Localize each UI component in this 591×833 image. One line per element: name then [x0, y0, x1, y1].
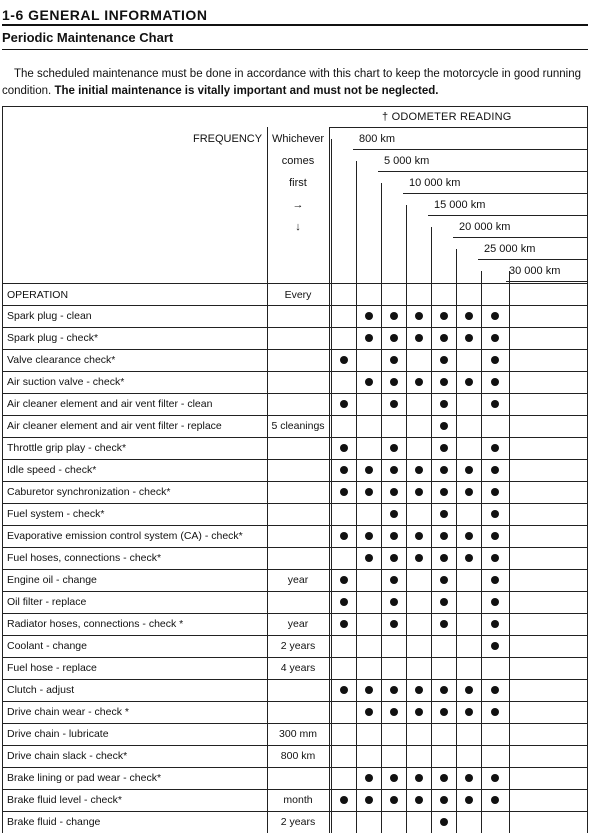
- maintenance-dot: [440, 532, 448, 540]
- operation-label: Spark plug - clean: [7, 310, 92, 322]
- maintenance-dot: [390, 488, 398, 496]
- maintenance-dot: [440, 488, 448, 496]
- maintenance-dot: [465, 796, 473, 804]
- odometer-column-line: [381, 183, 382, 833]
- row-rule: [2, 635, 588, 636]
- operation-header-rule: [2, 283, 588, 284]
- row-rule: [2, 569, 588, 570]
- maintenance-dot: [340, 686, 348, 694]
- odometer-step-rule: [378, 171, 588, 172]
- intro-paragraph: [2, 66, 588, 100]
- odometer-column-line: [509, 271, 510, 833]
- odometer-step-rule: [353, 149, 588, 150]
- maintenance-dot: [491, 686, 499, 694]
- maintenance-dot: [390, 686, 398, 694]
- maintenance-dot: [390, 598, 398, 606]
- row-rule: [2, 415, 588, 416]
- operation-label: Air suction valve - check*: [7, 376, 125, 388]
- maintenance-dot: [491, 642, 499, 650]
- every-value: month: [283, 794, 313, 806]
- maintenance-dot: [415, 708, 423, 716]
- row-rule: [2, 525, 588, 526]
- maintenance-dot: [491, 532, 499, 540]
- operation-label: Caburetor synchronization - check*: [7, 486, 171, 498]
- row-rule: [2, 459, 588, 460]
- maintenance-dot: [390, 620, 398, 628]
- odometer-column-label: 20 000 km: [459, 221, 511, 233]
- maintenance-dot: [491, 400, 499, 408]
- maintenance-dot: [440, 686, 448, 694]
- odometer-step-rule: [453, 237, 588, 238]
- intro-bold-text: The initial maintenance is vitally important and must not be neglected.: [54, 85, 439, 97]
- odometer-title: † ODOMETER READING: [382, 111, 512, 123]
- maintenance-dot: [415, 796, 423, 804]
- maintenance-dot: [340, 400, 348, 408]
- maintenance-dot: [440, 774, 448, 782]
- whichever-text: first: [289, 177, 307, 189]
- maintenance-dot: [340, 488, 348, 496]
- maintenance-dot: [365, 686, 373, 694]
- maintenance-dot: [390, 510, 398, 518]
- maintenance-dot: [440, 400, 448, 408]
- operation-label: Brake lining or pad wear - check*: [7, 772, 162, 784]
- whichever-text: →: [292, 199, 304, 211]
- every-value: 800 km: [280, 750, 316, 762]
- odometer-step-rule: [428, 215, 588, 216]
- maintenance-dot: [390, 378, 398, 386]
- row-rule: [2, 745, 588, 746]
- maintenance-dot: [440, 378, 448, 386]
- odometer-column-label: 10 000 km: [409, 177, 461, 189]
- row-rule: [2, 723, 588, 724]
- operation-label: Throttle grip play - check*: [7, 442, 127, 454]
- row-rule: [2, 305, 588, 306]
- maintenance-dot: [440, 510, 448, 518]
- page-header: [2, 7, 588, 26]
- maintenance-dot: [390, 796, 398, 804]
- every-value: 2 years: [280, 640, 316, 652]
- odometer-column-label: 15 000 km: [434, 199, 486, 211]
- maintenance-dot: [491, 466, 499, 474]
- frequency-label: FREQUENCY: [193, 133, 263, 145]
- maintenance-dot: [365, 796, 373, 804]
- maintenance-dot: [491, 444, 499, 452]
- maintenance-dot: [465, 554, 473, 562]
- maintenance-dot: [491, 554, 499, 562]
- maintenance-dot: [340, 532, 348, 540]
- maintenance-dot: [415, 488, 423, 496]
- maintenance-dot: [390, 576, 398, 584]
- row-rule: [2, 613, 588, 614]
- row-rule: [2, 767, 588, 768]
- row-rule: [2, 349, 588, 350]
- maintenance-dot: [390, 554, 398, 562]
- maintenance-dot: [440, 554, 448, 562]
- maintenance-dot: [491, 576, 499, 584]
- odometer-step-rule: [403, 193, 588, 194]
- operation-label: Radiator hoses, connections - check *: [7, 618, 184, 630]
- every-value: year: [287, 618, 309, 630]
- row-rule: [2, 437, 588, 438]
- maintenance-dot: [390, 444, 398, 452]
- maintenance-dot: [365, 708, 373, 716]
- maintenance-dot: [491, 510, 499, 518]
- maintenance-dot: [365, 532, 373, 540]
- maintenance-dot: [365, 488, 373, 496]
- every-value: 2 years: [280, 816, 316, 828]
- odometer-step-rule: [478, 259, 588, 260]
- maintenance-dot: [340, 466, 348, 474]
- maintenance-dot: [415, 466, 423, 474]
- row-rule: [2, 547, 588, 548]
- page-title: 1-6 GENERAL INFORMATION: [2, 7, 208, 23]
- maintenance-dot: [465, 312, 473, 320]
- maintenance-dot: [340, 598, 348, 606]
- maintenance-dot: [491, 488, 499, 496]
- operation-label: Fuel system - check*: [7, 508, 105, 520]
- operation-label: Brake fluid level - check*: [7, 794, 122, 806]
- maintenance-dot: [390, 774, 398, 782]
- maintenance-dot: [365, 312, 373, 320]
- maintenance-dot: [465, 708, 473, 716]
- maintenance-dot: [440, 708, 448, 716]
- every-value: 300 mm: [279, 728, 317, 740]
- maintenance-dot: [415, 686, 423, 694]
- row-rule: [2, 481, 588, 482]
- maintenance-dot: [491, 708, 499, 716]
- odometer-title-rule: [329, 127, 588, 128]
- maintenance-dot: [390, 466, 398, 474]
- maintenance-dot: [365, 466, 373, 474]
- operation-label: Engine oil - change: [7, 574, 97, 586]
- maintenance-dot: [365, 334, 373, 342]
- maintenance-dot: [340, 620, 348, 628]
- maintenance-dot: [440, 334, 448, 342]
- operation-label: Fuel hose - replace: [7, 662, 97, 674]
- row-rule: [2, 811, 588, 812]
- operation-label: Valve clearance check*: [7, 354, 116, 366]
- maintenance-dot: [491, 378, 499, 386]
- maintenance-dot: [440, 818, 448, 826]
- whichever-text: Whichever: [272, 133, 324, 145]
- maintenance-dot: [465, 488, 473, 496]
- row-rule: [2, 371, 588, 372]
- maintenance-dot: [465, 686, 473, 694]
- maintenance-dot: [491, 356, 499, 364]
- operation-label: Air cleaner element and air vent filter - clean: [7, 398, 213, 410]
- maintenance-dot: [440, 796, 448, 804]
- maintenance-dot: [440, 444, 448, 452]
- maintenance-dot: [390, 334, 398, 342]
- maintenance-dot: [440, 422, 448, 430]
- odometer-column-line: [331, 139, 332, 833]
- maintenance-dot: [465, 532, 473, 540]
- odometer-column-line: [481, 271, 482, 833]
- maintenance-dot: [390, 312, 398, 320]
- maintenance-dot: [365, 774, 373, 782]
- row-rule: [2, 657, 588, 658]
- odometer-column-label: 25 000 km: [484, 243, 536, 255]
- maintenance-dot: [440, 312, 448, 320]
- maintenance-dot: [440, 466, 448, 474]
- operation-label: Clutch - adjust: [7, 684, 75, 696]
- maintenance-dot: [390, 708, 398, 716]
- maintenance-dot: [390, 356, 398, 364]
- every-value: 5 cleanings: [271, 420, 325, 432]
- operation-label: Spark plug - check*: [7, 332, 99, 344]
- row-rule: [2, 679, 588, 680]
- maintenance-dot: [491, 312, 499, 320]
- whichever-text: ↓: [295, 221, 301, 233]
- operation-label: Drive chain wear - check *: [7, 706, 129, 718]
- every-value: year: [287, 574, 309, 586]
- maintenance-dot: [340, 796, 348, 804]
- every-value: 4 years: [280, 662, 316, 674]
- operation-label: Drive chain - lubricate: [7, 728, 109, 740]
- maintenance-dot: [491, 598, 499, 606]
- maintenance-dot: [491, 620, 499, 628]
- maintenance-dot: [340, 356, 348, 364]
- operation-label: Oil filter - replace: [7, 596, 87, 608]
- maintenance-dot: [415, 554, 423, 562]
- maintenance-dot: [465, 774, 473, 782]
- maintenance-dot: [340, 576, 348, 584]
- operation-label: Fuel hoses, connections - check*: [7, 552, 162, 564]
- maintenance-dot: [465, 334, 473, 342]
- odometer-column-label: 800 km: [359, 133, 396, 145]
- maintenance-dot: [340, 444, 348, 452]
- row-rule: [2, 591, 588, 592]
- operation-header: OPERATION: [7, 289, 69, 301]
- column-divider-every: [329, 127, 330, 833]
- odometer-column-label: 30 000 km: [509, 265, 561, 277]
- maintenance-dot: [440, 576, 448, 584]
- operation-label: Drive chain slack - check*: [7, 750, 128, 762]
- maintenance-dot: [390, 532, 398, 540]
- operation-label: Brake fluid - change: [7, 816, 101, 828]
- row-rule: [2, 789, 588, 790]
- odometer-column-label: 5 000 km: [384, 155, 430, 167]
- maintenance-dot: [465, 466, 473, 474]
- every-header: Every: [284, 289, 312, 301]
- odometer-step-rule: [506, 281, 588, 282]
- maintenance-dot: [415, 334, 423, 342]
- odometer-column-line: [431, 227, 432, 833]
- maintenance-dot: [440, 598, 448, 606]
- maintenance-dot: [415, 378, 423, 386]
- maintenance-dot: [491, 774, 499, 782]
- maintenance-dot: [365, 378, 373, 386]
- row-rule: [2, 701, 588, 702]
- intro-normal-text: The scheduled maintenance must be done in accordance with this chart to keep the motorcycle in good running condition.: [2, 68, 582, 97]
- row-rule: [2, 393, 588, 394]
- operation-label: Idle speed - check*: [7, 464, 97, 476]
- row-rule: [2, 327, 588, 328]
- maintenance-dot: [415, 312, 423, 320]
- maintenance-dot: [390, 400, 398, 408]
- maintenance-dot: [415, 532, 423, 540]
- maintenance-dot: [491, 334, 499, 342]
- row-rule: [2, 503, 588, 504]
- maintenance-dot: [415, 774, 423, 782]
- operation-label: Air cleaner element and air vent filter - replace: [7, 420, 222, 432]
- maintenance-dot: [465, 378, 473, 386]
- maintenance-dot: [440, 620, 448, 628]
- maintenance-dot: [491, 796, 499, 804]
- odometer-column-line: [356, 161, 357, 833]
- section-title: Periodic Maintenance Chart: [2, 30, 588, 50]
- operation-label: Coolant - change: [7, 640, 87, 652]
- maintenance-dot: [365, 554, 373, 562]
- whichever-text: comes: [281, 155, 315, 167]
- operation-label: Evaporative emission control system (CA) - check*: [7, 530, 243, 542]
- maintenance-dot: [440, 356, 448, 364]
- odometer-column-line: [406, 205, 407, 833]
